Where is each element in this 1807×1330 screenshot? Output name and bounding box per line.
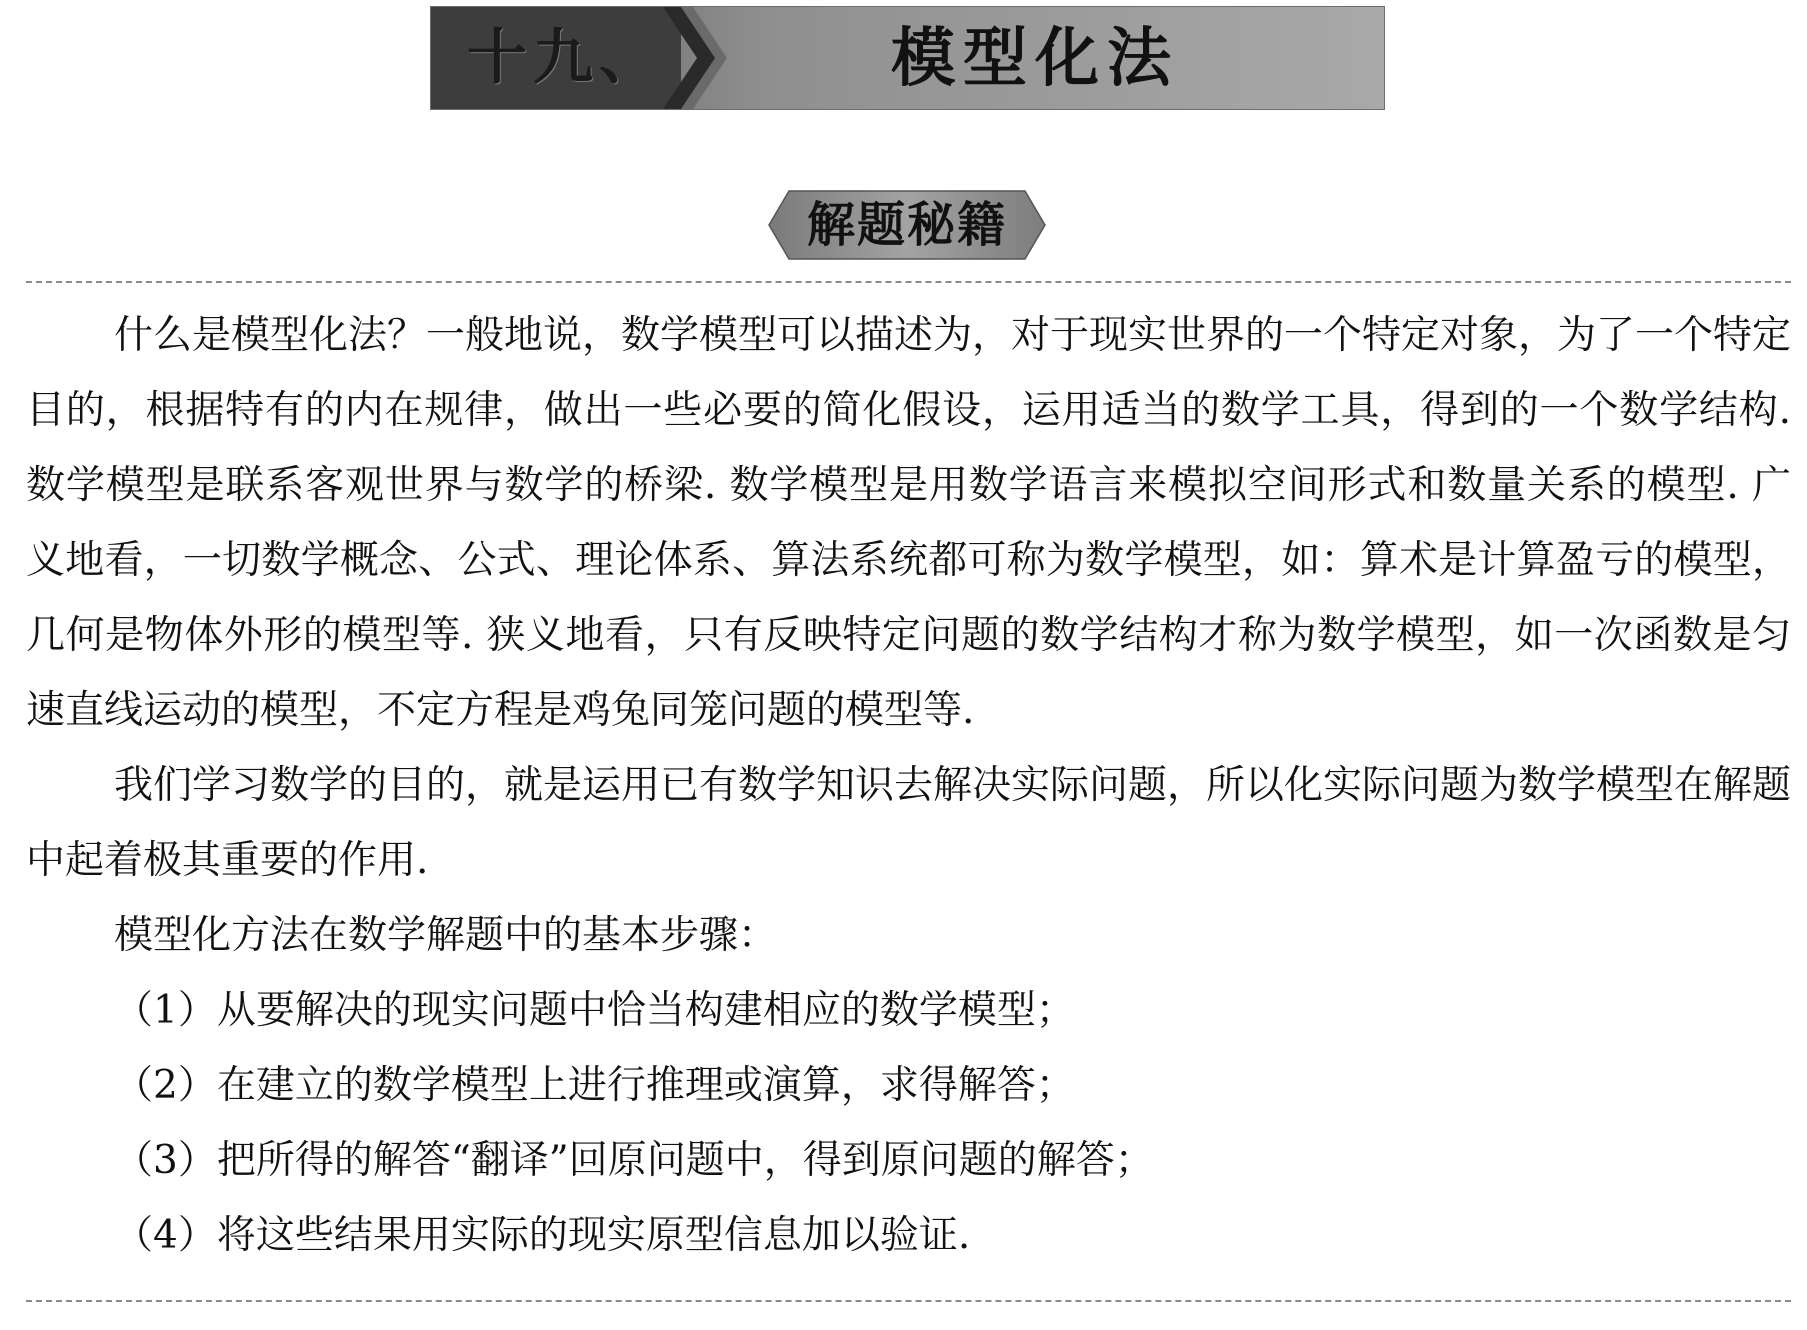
body-text bbox=[26, 298, 1791, 1273]
step-item: （4）将这些结果用实际的现实原型信息加以验证. bbox=[114, 1213, 971, 1258]
step-item: （2）在建立的数学模型上进行推理或演算，求得解答； bbox=[114, 1063, 1075, 1108]
chapter-banner bbox=[430, 6, 1385, 110]
chapter-number: 十九、 bbox=[467, 23, 665, 93]
step-item: （1）从要解决的现实问题中恰当构建相应的数学模型； bbox=[114, 988, 1075, 1033]
chapter-title: 模型化法 bbox=[891, 21, 1179, 96]
section-tag bbox=[767, 187, 1047, 263]
top-divider bbox=[26, 281, 1791, 283]
section-tag-label: 解题秘籍 bbox=[806, 197, 1007, 253]
paragraph-purpose: 我们学习数学的目的，就是运用已有数学知识去解决实际问题，所以化实际问题为数学模型在解题中起着极其重要的作用. bbox=[26, 763, 1792, 883]
step-item: （3）把所得的解答“翻译”回原问题中，得到原问题的解答； bbox=[114, 1138, 1154, 1183]
steps-heading: 模型化方法在数学解题中的基本步骤： bbox=[114, 913, 778, 958]
paragraph-definition: 什么是模型化法？一般地说，数学模型可以描述为，对于现实世界的一个特定对象，为了一个特定目的，根据特有的内在规律，做出一些必要的简化假设，运用适当的数学工具，得到的一个数学结构. 数学模型是联系客观世界与数学的桥梁. 数学模型是用数学语言来模拟空间形式和数量关系的模型. 广义地看，一切数学概念、公式、理论体系、算法系统都可称为数学模型，如：算术是计算盈亏的模型，几何是物体外形的模型等. 狭义地看，只有反映特定问题的数学结构才称为数学模型，如一次函数是匀速直线运动的模型，不定方程是鸡兔同笼问题的模型等. bbox=[26, 313, 1792, 733]
chevron-right-icon bbox=[663, 7, 743, 109]
bottom-divider bbox=[26, 1300, 1791, 1302]
steps-list bbox=[26, 973, 1791, 1273]
